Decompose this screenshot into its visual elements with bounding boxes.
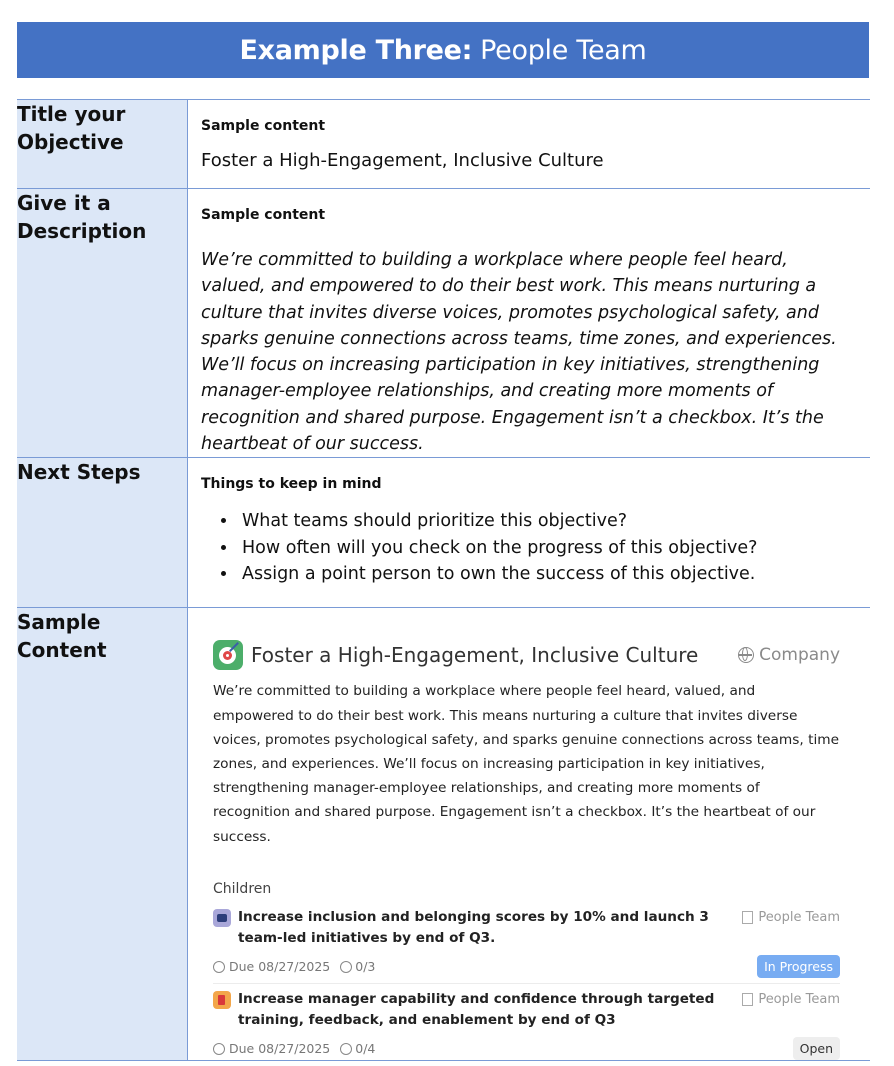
child-item[interactable] [213, 907, 840, 978]
target-icon [213, 640, 243, 670]
child-meta [213, 956, 840, 978]
cell-title [188, 100, 871, 189]
row-description [17, 189, 870, 458]
next-steps-list [188, 492, 870, 588]
child-due: Due 08/27/2025 [229, 959, 331, 975]
label-description: Give it a Description [17, 189, 188, 458]
child-item[interactable] [213, 989, 840, 1060]
objective-table [17, 99, 870, 1061]
description-header: Sample content [201, 207, 326, 223]
child-team-label: People Team [758, 991, 840, 1007]
child-team [742, 992, 840, 1007]
building-icon [742, 993, 753, 1006]
graduation-cap-icon [213, 909, 231, 927]
row-next-steps [17, 458, 870, 608]
page-banner [17, 22, 869, 78]
cell-description [188, 189, 871, 458]
child-due: Due 08/27/2025 [229, 1041, 331, 1057]
status-badge[interactable]: In Progress [757, 955, 840, 978]
cell-sample [188, 608, 871, 1060]
book-icon [213, 991, 231, 1009]
child-title[interactable]: Increase manager capability and confidence through targeted training, feedback, and enablement by end of Q3 [238, 990, 715, 1029]
cell-next-steps [188, 458, 871, 608]
clock-icon [213, 1043, 225, 1055]
row-sample [17, 608, 870, 1060]
next-steps-header: Things to keep in mind [201, 476, 382, 493]
check-circle-icon [340, 1043, 352, 1055]
child-meta [213, 1038, 840, 1060]
scope-label: Company [759, 645, 840, 666]
child-team-label: People Team [758, 909, 840, 925]
row-title [17, 100, 870, 189]
objective-description: We’re committed to building a workplace where people feel heard, valued, and empowered to do their best work. This means nurturing a culture that invites diverse voices, promotes psychological safety, and sparks genuine connections across teams, time zones, and experiences. We’ll focus on increasing participation in key initiatives, strengthening manager-employee relationships, and creating more moments of recognition and shared purpose. Engagement isn’t a checkbox. It’s the heartbeat of our success. [201, 250, 837, 455]
list-item: • How often will you check on the progress of this objective? [238, 535, 870, 562]
label-sample: Sample Content [17, 608, 188, 1060]
objective-card [188, 608, 870, 1059]
children-label: Children [213, 880, 272, 897]
list-item: • What teams should prioritize this objective? [238, 508, 870, 535]
objective-title: Foster a High-Engagement, Inclusive Culture [201, 150, 604, 171]
child-progress: 0/3 [355, 959, 376, 975]
clock-icon [213, 961, 225, 973]
child-title[interactable]: Increase inclusion and belonging scores by 10% and launch 3 team-led initiatives by end of Q3. [238, 908, 709, 947]
banner-title: People Team [480, 34, 647, 66]
list-item: • Assign a point person to own the success of this objective. [238, 561, 870, 588]
child-team [742, 910, 840, 925]
scope-badge[interactable] [738, 645, 840, 665]
child-progress: 0/4 [355, 1041, 376, 1057]
check-circle-icon [340, 961, 352, 973]
card-description: We’re committed to building a workplace where people feel heard, valued, and empowered to do their best work. This means nurturing a culture that invites diverse voices, promotes psychological safety, and sparks genuine connections across teams, time zones, and experiences. We’ll focus on increasing participation in key initiatives, strengthening manager-employee relationships, and creating more moments of recognition and shared purpose. Engagement isn’t a checkbox. It’s the heartbeat of our success. [213, 683, 840, 845]
label-title: Title your Objective [17, 100, 188, 189]
globe-icon [738, 647, 754, 663]
card-title[interactable]: Foster a High-Engagement, Inclusive Culture [251, 643, 699, 668]
status-badge[interactable]: Open [793, 1037, 840, 1060]
title-header: Sample content [201, 118, 326, 134]
divider [213, 983, 840, 984]
label-next-steps: Next Steps [17, 458, 188, 608]
banner-bold: Example Three: [239, 34, 473, 66]
card-header [213, 638, 840, 672]
building-icon [742, 911, 753, 924]
